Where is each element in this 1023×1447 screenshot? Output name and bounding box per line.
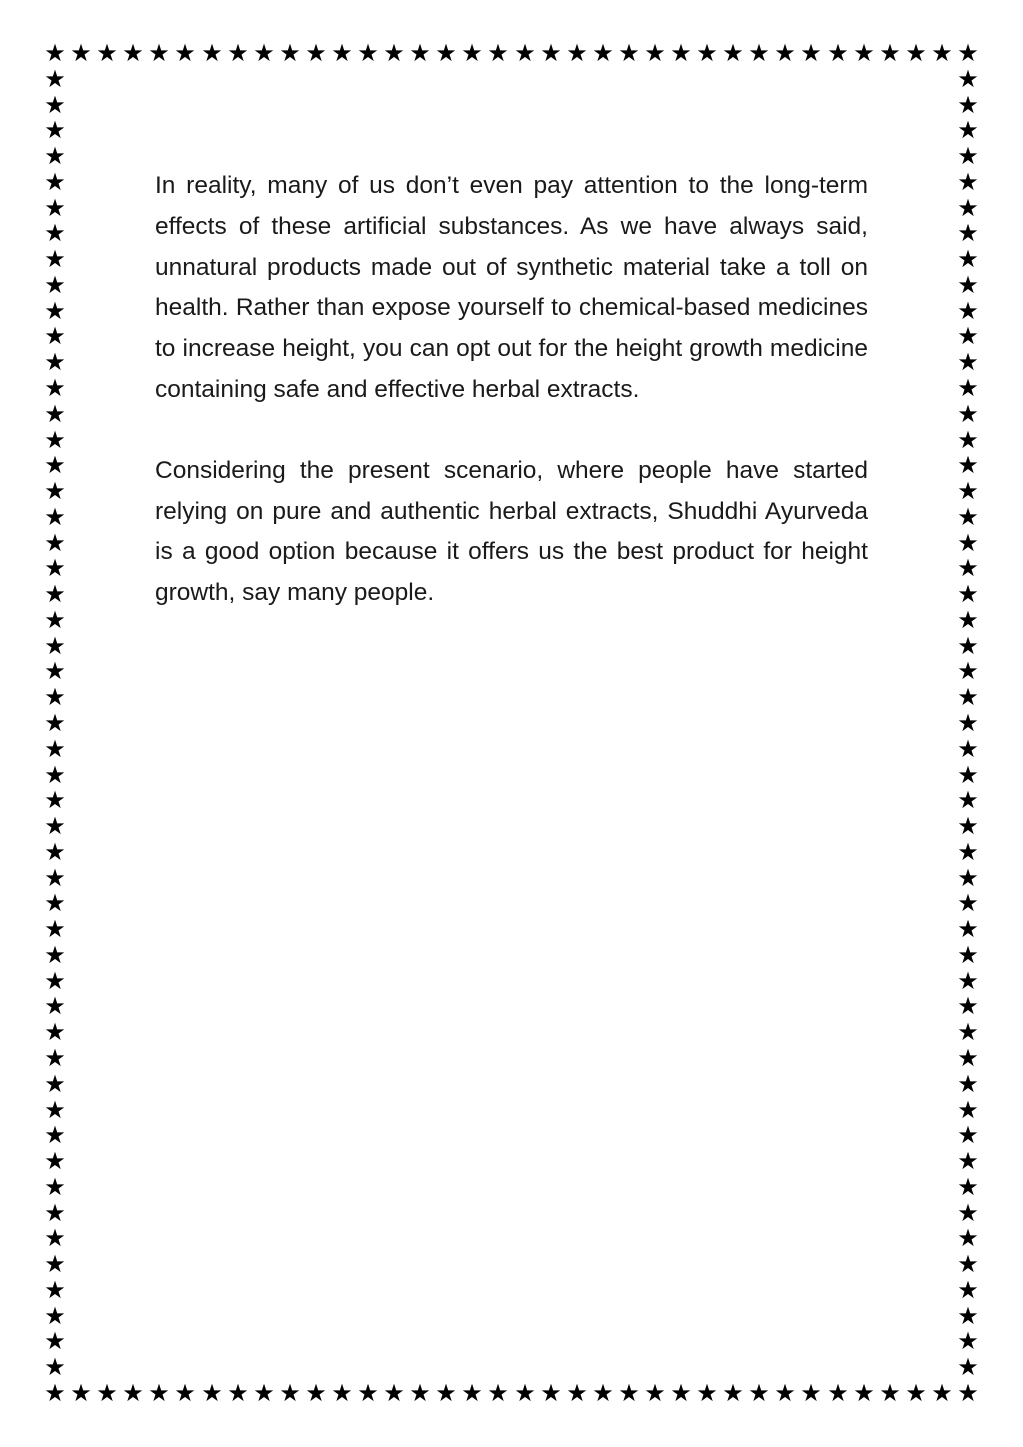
border-star-icon: ★ <box>383 39 405 67</box>
border-star-icon: ★ <box>957 838 979 866</box>
border-star-icon: ★ <box>957 606 979 634</box>
border-star-icon: ★ <box>957 941 979 969</box>
border-star-icon: ★ <box>96 39 118 67</box>
border-star-icon: ★ <box>44 1121 66 1149</box>
border-star-icon: ★ <box>44 271 66 299</box>
border-star-icon: ★ <box>540 1379 562 1407</box>
border-star-icon: ★ <box>957 1353 979 1381</box>
border-star-icon: ★ <box>70 1379 92 1407</box>
border-star-icon: ★ <box>957 812 979 840</box>
border-star-icon: ★ <box>174 1379 196 1407</box>
border-star-icon: ★ <box>618 39 640 67</box>
border-star-icon: ★ <box>44 1327 66 1355</box>
border-star-icon: ★ <box>957 426 979 454</box>
border-star-icon: ★ <box>44 606 66 634</box>
border-star-icon: ★ <box>957 39 979 67</box>
border-star-icon: ★ <box>879 1379 901 1407</box>
border-star-icon: ★ <box>957 1121 979 1149</box>
border-star-icon: ★ <box>670 1379 692 1407</box>
border-star-icon: ★ <box>957 554 979 582</box>
border-star-icon: ★ <box>905 39 927 67</box>
border-star-icon: ★ <box>70 39 92 67</box>
document-body <box>155 166 868 654</box>
border-star-icon: ★ <box>957 1379 979 1407</box>
border-star-icon: ★ <box>957 632 979 660</box>
border-star-icon: ★ <box>44 1276 66 1304</box>
border-star-icon: ★ <box>279 39 301 67</box>
border-star-icon: ★ <box>44 116 66 144</box>
border-star-icon: ★ <box>44 1173 66 1201</box>
border-star-icon: ★ <box>44 1302 66 1330</box>
border-star-icon: ★ <box>957 1018 979 1046</box>
border-star-icon: ★ <box>957 1199 979 1227</box>
border-star-icon: ★ <box>227 1379 249 1407</box>
border-star-icon: ★ <box>800 1379 822 1407</box>
border-star-icon: ★ <box>44 219 66 247</box>
border-star-icon: ★ <box>957 1173 979 1201</box>
border-star-icon: ★ <box>44 941 66 969</box>
border-star-icon: ★ <box>44 657 66 685</box>
border-star-icon: ★ <box>331 39 353 67</box>
border-star-icon: ★ <box>957 1302 979 1330</box>
paragraph-2: Considering the present scenario, where people have started relying on pure and authentic herbal extracts, Shuddhi Ayurveda is a good option because it offers us the best product for height growth, say many people. <box>155 456 868 607</box>
border-star-icon: ★ <box>461 39 483 67</box>
border-star-icon: ★ <box>748 39 770 67</box>
border-star-icon: ★ <box>957 1327 979 1355</box>
border-star-icon: ★ <box>44 65 66 93</box>
border-star-icon: ★ <box>44 451 66 479</box>
border-star-icon: ★ <box>357 1379 379 1407</box>
border-star-icon: ★ <box>957 1224 979 1252</box>
border-star-icon: ★ <box>305 1379 327 1407</box>
border-star-icon: ★ <box>253 39 275 67</box>
border-star-icon: ★ <box>357 39 379 67</box>
border-star-icon: ★ <box>44 554 66 582</box>
border-star-icon: ★ <box>44 1250 66 1278</box>
border-star-icon: ★ <box>879 39 901 67</box>
border-star-icon: ★ <box>44 1199 66 1227</box>
border-star-icon: ★ <box>44 967 66 995</box>
border-star-icon: ★ <box>44 245 66 273</box>
border-star-icon: ★ <box>44 1224 66 1252</box>
border-star-icon: ★ <box>44 992 66 1020</box>
border-star-icon: ★ <box>957 709 979 737</box>
border-star-icon: ★ <box>957 1276 979 1304</box>
border-star-icon: ★ <box>409 39 431 67</box>
border-star-icon: ★ <box>827 1379 849 1407</box>
border-star-icon: ★ <box>957 1044 979 1072</box>
border-star-icon: ★ <box>957 786 979 814</box>
border-star-icon: ★ <box>487 1379 509 1407</box>
border-star-icon: ★ <box>461 1379 483 1407</box>
border-star-icon: ★ <box>44 683 66 711</box>
border-star-icon: ★ <box>44 1044 66 1072</box>
border-star-icon: ★ <box>957 1250 979 1278</box>
border-star-icon: ★ <box>44 735 66 763</box>
border-star-icon: ★ <box>44 142 66 170</box>
border-star-icon: ★ <box>931 1379 953 1407</box>
border-star-icon: ★ <box>44 864 66 892</box>
border-star-icon: ★ <box>957 400 979 428</box>
border-star-icon: ★ <box>514 39 536 67</box>
border-star-icon: ★ <box>44 1353 66 1381</box>
border-star-icon: ★ <box>957 735 979 763</box>
border-star-icon: ★ <box>566 39 588 67</box>
border-star-icon: ★ <box>853 39 875 67</box>
border-star-icon: ★ <box>279 1379 301 1407</box>
border-star-icon: ★ <box>957 889 979 917</box>
border-star-icon: ★ <box>44 580 66 608</box>
border-star-icon: ★ <box>148 1379 170 1407</box>
border-star-icon: ★ <box>435 1379 457 1407</box>
border-star-icon: ★ <box>957 245 979 273</box>
border-star-icon: ★ <box>201 1379 223 1407</box>
border-star-icon: ★ <box>122 1379 144 1407</box>
border-star-icon: ★ <box>827 39 849 67</box>
border-star-icon: ★ <box>957 683 979 711</box>
border-star-icon: ★ <box>957 297 979 325</box>
border-star-icon: ★ <box>44 1379 66 1407</box>
border-star-icon: ★ <box>44 503 66 531</box>
border-star-icon: ★ <box>44 761 66 789</box>
border-star-icon: ★ <box>96 1379 118 1407</box>
border-star-icon: ★ <box>774 1379 796 1407</box>
border-star-icon: ★ <box>957 503 979 531</box>
border-star-icon: ★ <box>44 1096 66 1124</box>
border-star-icon: ★ <box>696 39 718 67</box>
border-star-icon: ★ <box>44 632 66 660</box>
border-star-icon: ★ <box>592 39 614 67</box>
border-star-icon: ★ <box>383 1379 405 1407</box>
border-star-icon: ★ <box>44 889 66 917</box>
border-star-icon: ★ <box>44 786 66 814</box>
border-star-icon: ★ <box>957 761 979 789</box>
border-star-icon: ★ <box>957 374 979 402</box>
border-star-icon: ★ <box>722 39 744 67</box>
border-star-icon: ★ <box>696 1379 718 1407</box>
border-star-icon: ★ <box>957 322 979 350</box>
border-star-icon: ★ <box>44 168 66 196</box>
border-star-icon: ★ <box>305 39 327 67</box>
border-star-icon: ★ <box>174 39 196 67</box>
border-star-icon: ★ <box>122 39 144 67</box>
border-star-icon: ★ <box>148 39 170 67</box>
border-star-icon: ★ <box>44 838 66 866</box>
border-star-icon: ★ <box>44 297 66 325</box>
border-star-icon: ★ <box>957 271 979 299</box>
border-star-icon: ★ <box>44 1070 66 1098</box>
border-star-icon: ★ <box>618 1379 640 1407</box>
border-star-icon: ★ <box>435 39 457 67</box>
border-star-icon: ★ <box>409 1379 431 1407</box>
border-star-icon: ★ <box>800 39 822 67</box>
border-star-icon: ★ <box>957 477 979 505</box>
border-star-icon: ★ <box>44 400 66 428</box>
border-star-icon: ★ <box>227 39 249 67</box>
border-star-icon: ★ <box>957 864 979 892</box>
border-star-icon: ★ <box>566 1379 588 1407</box>
border-star-icon: ★ <box>957 116 979 144</box>
border-star-icon: ★ <box>957 992 979 1020</box>
border-star-icon: ★ <box>44 426 66 454</box>
border-star-icon: ★ <box>748 1379 770 1407</box>
border-star-icon: ★ <box>957 1096 979 1124</box>
border-star-icon: ★ <box>44 1018 66 1046</box>
border-star-icon: ★ <box>44 91 66 119</box>
border-star-icon: ★ <box>44 709 66 737</box>
border-star-icon: ★ <box>722 1379 744 1407</box>
border-star-icon: ★ <box>957 529 979 557</box>
border-star-icon: ★ <box>774 39 796 67</box>
border-star-icon: ★ <box>957 65 979 93</box>
border-star-icon: ★ <box>44 374 66 402</box>
border-star-icon: ★ <box>905 1379 927 1407</box>
border-star-icon: ★ <box>44 194 66 222</box>
border-star-icon: ★ <box>644 39 666 67</box>
border-star-icon: ★ <box>44 477 66 505</box>
paragraph-1: In reality, many of us don’t even pay attention to the long-term effects of these artificial substances. As we have always said, unnatural products made out of synthetic material take a toll on health. Rather than expose yourself to chemical-based medicines to increase height, you can opt out for the height growth medicine containing safe and effective herbal extracts. <box>155 172 868 403</box>
border-star-icon: ★ <box>44 322 66 350</box>
border-star-icon: ★ <box>957 142 979 170</box>
border-star-icon: ★ <box>957 915 979 943</box>
border-star-icon: ★ <box>957 168 979 196</box>
border-star-icon: ★ <box>44 529 66 557</box>
border-star-icon: ★ <box>201 39 223 67</box>
border-star-icon: ★ <box>957 194 979 222</box>
border-star-icon: ★ <box>957 91 979 119</box>
border-star-icon: ★ <box>44 348 66 376</box>
border-star-icon: ★ <box>514 1379 536 1407</box>
border-star-icon: ★ <box>931 39 953 67</box>
border-star-icon: ★ <box>957 348 979 376</box>
border-star-icon: ★ <box>44 39 66 67</box>
border-star-icon: ★ <box>44 1147 66 1175</box>
border-star-icon: ★ <box>957 1070 979 1098</box>
border-star-icon: ★ <box>670 39 692 67</box>
border-star-icon: ★ <box>644 1379 666 1407</box>
border-star-icon: ★ <box>957 967 979 995</box>
border-star-icon: ★ <box>957 451 979 479</box>
border-star-icon: ★ <box>853 1379 875 1407</box>
border-star-icon: ★ <box>957 1147 979 1175</box>
border-star-icon: ★ <box>253 1379 275 1407</box>
border-star-icon: ★ <box>487 39 509 67</box>
border-star-icon: ★ <box>592 1379 614 1407</box>
border-star-icon: ★ <box>44 915 66 943</box>
border-star-icon: ★ <box>331 1379 353 1407</box>
border-star-icon: ★ <box>540 39 562 67</box>
border-star-icon: ★ <box>44 812 66 840</box>
border-star-icon: ★ <box>957 657 979 685</box>
border-star-icon: ★ <box>957 219 979 247</box>
border-star-icon: ★ <box>957 580 979 608</box>
